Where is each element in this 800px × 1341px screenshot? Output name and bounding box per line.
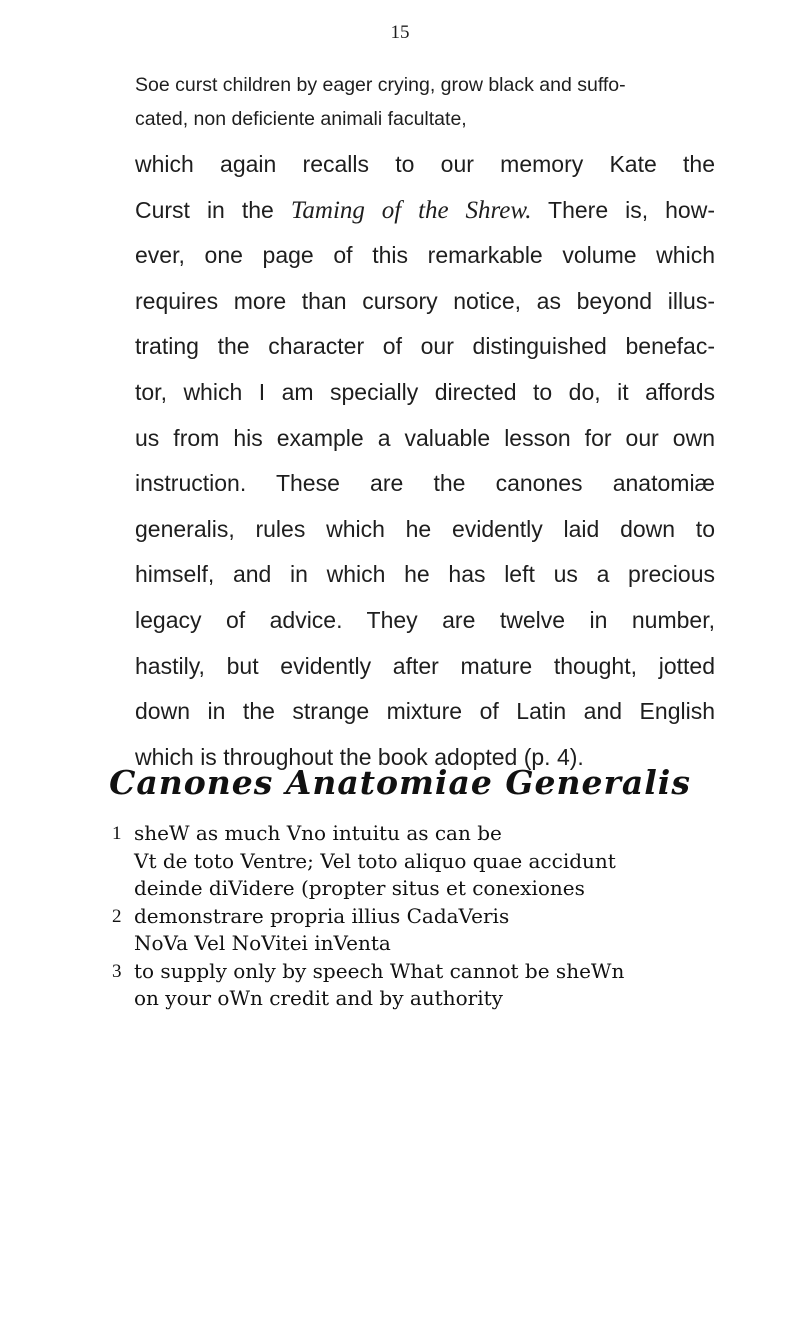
body-line-2 — [135, 188, 715, 234]
canon-line: deinde diVidere (propter situs et conexiones — [134, 876, 585, 900]
body-line-9: generalis, rules which he evidently laid down to — [135, 515, 715, 542]
canon-item — [112, 820, 712, 903]
body-line-7: us from his example a valuable lesson for our own — [135, 424, 715, 451]
body-line-4: requires more than cursory notice, as beyond illus- — [135, 287, 715, 314]
canon-lines — [134, 958, 712, 1013]
body-line-10: himself, and in which he has left us a precious — [135, 561, 715, 588]
canon-item — [112, 958, 712, 1013]
body-line-8: instruction. These are the canones anatomiæ — [135, 470, 715, 497]
canon-number: 2 — [112, 905, 122, 927]
canon-line: demonstrare propria illius CadaVeris — [134, 903, 510, 928]
quote-block — [135, 68, 715, 136]
body-line-3: ever, one page of this remarkable volume which — [135, 242, 715, 269]
body-line-6: tor, which I am specially directed to do, it affords — [135, 378, 715, 405]
canon-line: to supply only by speech What cannot be sheWn — [134, 958, 625, 983]
body-line-1: which again recalls to our memory Kate the — [135, 151, 715, 177]
body-line-2-pre: Curst in the — [135, 196, 291, 223]
body-paragraph — [135, 142, 715, 780]
canon-number: 1 — [112, 823, 122, 844]
canon-line: on your oWn credit and by authority — [134, 986, 503, 1010]
quote-line-2: cated, non deficiente animali facultate, — [135, 108, 467, 130]
body-line-2-post: There is, how- — [531, 196, 715, 223]
body-line-5: trating the character of our distinguished benefac- — [135, 333, 715, 360]
canones-heading: Canones Anatomiae Generalis — [109, 763, 691, 802]
page-number: 15 — [390, 22, 410, 43]
play-title: Taming of the Shrew. — [290, 196, 532, 224]
canon-lines — [134, 903, 712, 958]
canon-item — [112, 903, 712, 958]
body-line-14: which is throughout the book adopted (p. 4). — [135, 743, 584, 770]
canones-list — [112, 820, 712, 1013]
body-line-13: down in the strange mixture of Latin and English — [135, 698, 715, 725]
canon-line: sheW as much Vno intuitu as can be — [134, 821, 502, 845]
canon-number: 3 — [112, 960, 122, 982]
canon-line: NoVa Vel NoVitei inVenta — [134, 931, 391, 955]
canon-line: Vt de toto Ventre; Vel toto aliquo quae accidunt — [134, 848, 616, 873]
canon-lines — [134, 820, 712, 903]
body-line-12: hastily, but evidently after mature thought, jotted — [135, 652, 715, 679]
body-line-11: legacy of advice. They are twelve in number, — [135, 606, 715, 633]
quote-line-1: Soe curst children by eager crying, grow black and suffo- — [135, 74, 626, 96]
